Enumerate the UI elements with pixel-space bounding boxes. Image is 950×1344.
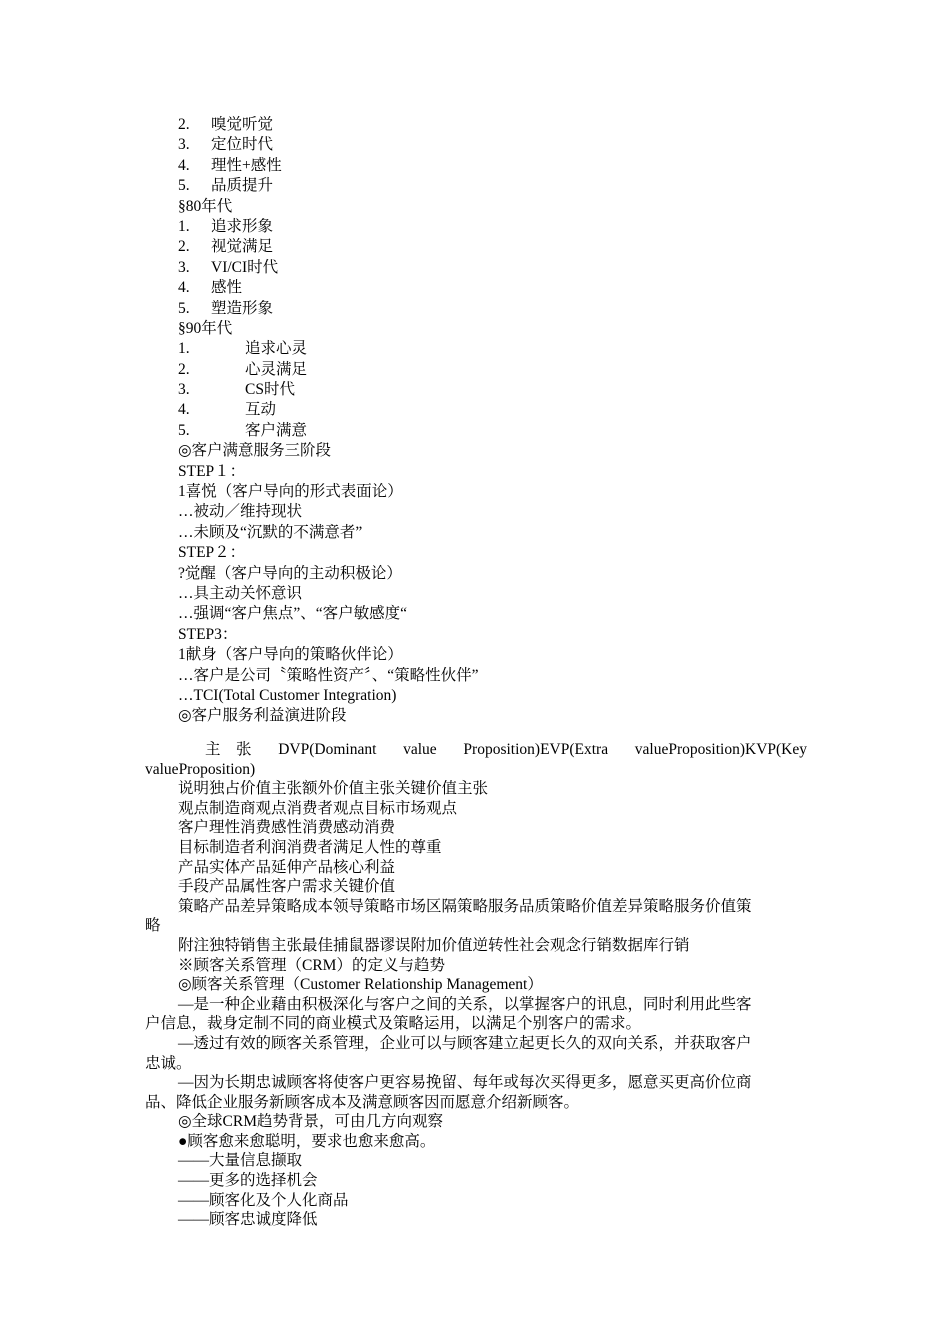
proposition-word: Proposition)EVP(Extra bbox=[463, 741, 609, 758]
list-text: 理性+感性 bbox=[211, 156, 282, 174]
step-point: …未顾及“沉默的不满意者” bbox=[178, 523, 363, 541]
heading-80s: §80年代 bbox=[178, 197, 233, 215]
list-text: 客户满意 bbox=[245, 421, 308, 439]
proposition-block bbox=[145, 740, 807, 1230]
list-item bbox=[178, 360, 818, 380]
table-line: 目标制造者利润消费者满足人性的尊重 bbox=[178, 838, 442, 856]
trend-subpoint: ——更多的选择机会 bbox=[178, 1172, 318, 1190]
list-text: 塑造形象 bbox=[211, 299, 274, 317]
step-point: …被动／维持现状 bbox=[178, 503, 303, 521]
step-point: …强调“客户焦点”、“客户敏感度“ bbox=[178, 605, 408, 623]
step-title: ?觉醒（客户导向的主动积极论） bbox=[178, 564, 402, 582]
steps-heading: ◎客户满意服务三阶段 bbox=[178, 442, 332, 460]
table-line: 客户理性消费感性消费感动消费 bbox=[178, 819, 396, 837]
list-text: 嗅觉听觉 bbox=[211, 116, 274, 133]
list-number: 5. bbox=[178, 421, 190, 439]
list-number: 5. bbox=[178, 299, 190, 317]
list-number: 2. bbox=[178, 116, 190, 133]
list-number: 2. bbox=[178, 360, 190, 378]
crm-subheading: ◎顾客关系管理（Customer Relationship Management） bbox=[178, 976, 543, 994]
list-item bbox=[178, 217, 818, 237]
table-line: 观点制造商观点消费者观点目标市场观点 bbox=[178, 799, 458, 817]
list-number: 1. bbox=[178, 340, 190, 358]
paragraph-line: 忠诚。 bbox=[145, 1054, 192, 1072]
table-line: 产品实体产品延伸产品核心利益 bbox=[178, 858, 396, 876]
step-title: 1喜悦（客户导向的形式表面论） bbox=[178, 483, 403, 501]
proposition-word: DVP(Dominant bbox=[278, 741, 377, 758]
list-text: VI/CI时代 bbox=[211, 258, 279, 276]
list-item bbox=[178, 156, 818, 176]
table-line: 手段产品属性客户需求关键价值 bbox=[178, 878, 396, 896]
era-lists bbox=[178, 115, 818, 727]
list-text: 追求心灵 bbox=[245, 340, 308, 358]
list-number: 3. bbox=[178, 381, 190, 399]
proposition-word: value bbox=[403, 741, 437, 758]
paragraph-line: —是一种企业藉由积极深化与客户之间的关系，以掌握客户的讯息，同时利用此些客 bbox=[178, 995, 752, 1013]
step-label: STEP１： bbox=[178, 462, 246, 480]
step-point: …客户是公司〝策略性资产〞、“策略性伙伴” bbox=[178, 666, 479, 684]
paragraph-line: —因为长期忠诚顾客将使客户更容易挽留、每年或每次买得更多，愿意买更高价位商 bbox=[178, 1074, 752, 1092]
list-text: CS时代 bbox=[245, 381, 295, 399]
paragraph-line: 品、降低企业服务新顾客成本及满意顾客因而愿意介绍新顾客。 bbox=[145, 1093, 580, 1111]
list-text: 品质提升 bbox=[211, 177, 274, 195]
list-text: 心灵满足 bbox=[245, 360, 308, 378]
list-item bbox=[178, 339, 818, 359]
list-number: 4. bbox=[178, 401, 190, 419]
list-number: 4. bbox=[178, 279, 190, 297]
crm-heading: ※顾客关系管理（CRM）的定义与趋势 bbox=[178, 956, 445, 974]
trend-subpoint: ——大量信息撷取 bbox=[178, 1152, 303, 1170]
list-item bbox=[178, 258, 818, 278]
trend-point: ●顾客愈来愈聪明，要求也愈来愈高。 bbox=[178, 1132, 436, 1150]
list-item bbox=[178, 278, 818, 298]
list-item bbox=[178, 237, 818, 257]
step-title: 1献身（客户导向的策略伙伴论） bbox=[178, 646, 403, 664]
list-number: 2. bbox=[178, 238, 190, 256]
list-item bbox=[178, 135, 818, 155]
proposition-continuation: valueProposition) bbox=[145, 760, 256, 778]
list-item bbox=[178, 400, 818, 420]
proposition-line bbox=[145, 740, 807, 760]
heading-90s: §90年代 bbox=[178, 319, 233, 337]
list-item bbox=[178, 421, 818, 441]
list-item bbox=[178, 299, 818, 319]
trend-heading: ◎全球CRM趋势背景，可由几方向观察 bbox=[178, 1113, 443, 1131]
list-number: 5. bbox=[178, 177, 190, 195]
proposition-word: valueProposition)KVP(Key bbox=[634, 741, 807, 758]
step-point: …具主动关怀意识 bbox=[178, 584, 303, 602]
list-item bbox=[178, 176, 818, 196]
strategy-line: 策略产品差异策略成本领导策略市场区隔策略服务品质策略价值差异策略服务价值策 bbox=[178, 897, 752, 915]
list-number: 3. bbox=[178, 136, 190, 154]
list-number: 4. bbox=[178, 156, 190, 174]
proposition-word: 主 张 bbox=[205, 741, 252, 758]
list-number: 3. bbox=[178, 258, 190, 276]
list-item bbox=[178, 380, 818, 400]
step-point: …TCI(Total Customer Integration) bbox=[178, 686, 397, 704]
benefits-heading: ◎客户服务利益演进阶段 bbox=[178, 707, 347, 725]
paragraph-line: —透过有效的顾客关系管理，企业可以与顾客建立起更长久的双向关系，并获取客户 bbox=[178, 1034, 752, 1052]
list-text: 定位时代 bbox=[211, 136, 274, 154]
step-label: STEP２： bbox=[178, 544, 246, 562]
step-label: STEP3： bbox=[178, 625, 238, 643]
list-text: 互动 bbox=[245, 401, 277, 419]
paragraph-line: 户信息，裁身定制不同的商业模式及策略运用，以满足个别客户的需求。 bbox=[145, 1015, 642, 1033]
list-number: 1. bbox=[178, 217, 190, 235]
list-text: 追求形象 bbox=[211, 217, 274, 235]
list-item bbox=[178, 115, 818, 135]
table-line: 说明独占价值主张额外价值主张关键价值主张 bbox=[178, 780, 489, 798]
notes-line: 附注独特销售主张最佳捕鼠器谬误附加价值逆转性社会观念行销数据库行销 bbox=[178, 936, 690, 954]
list-text: 感性 bbox=[211, 279, 243, 297]
strategy-continuation: 略 bbox=[145, 917, 161, 935]
trend-subpoint: ——顾客忠诚度降低 bbox=[178, 1211, 318, 1229]
trend-subpoint: ——顾客化及个人化商品 bbox=[178, 1191, 349, 1209]
list-text: 视觉满足 bbox=[211, 238, 274, 256]
